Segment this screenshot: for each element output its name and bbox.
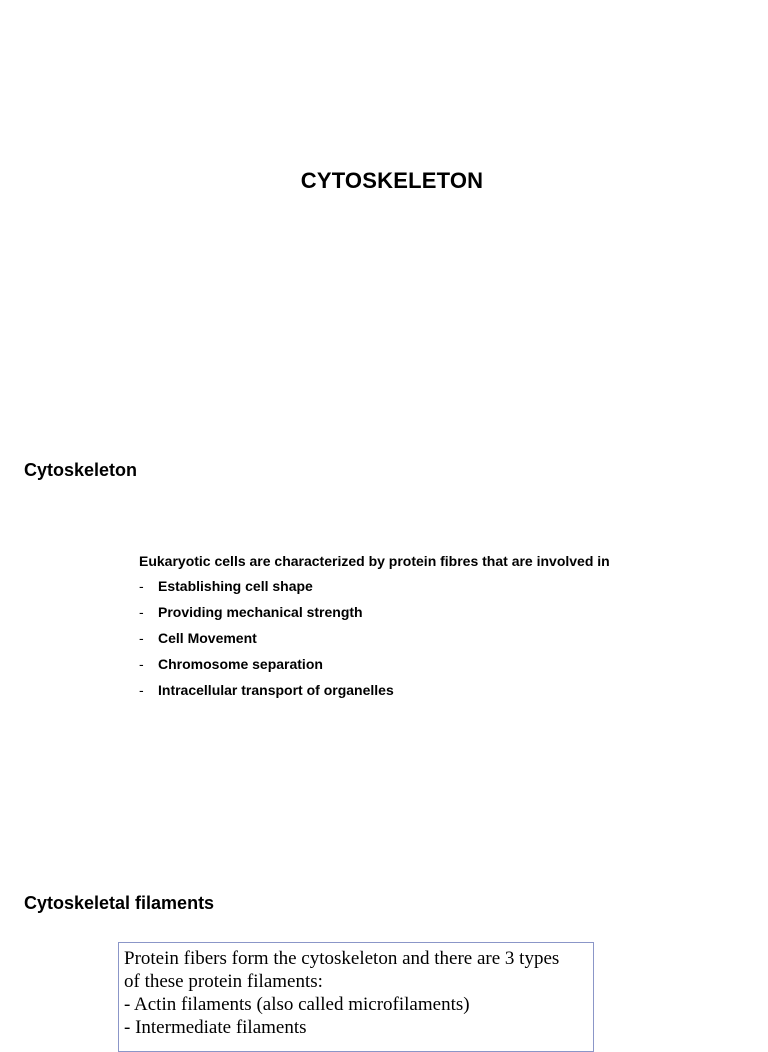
list-item — [139, 630, 394, 656]
bullet-dash: - — [139, 656, 144, 672]
page-title: CYTOSKELETON — [300, 168, 484, 193]
box-text-line: - Actin filaments (also called microfilaments) — [124, 994, 470, 1015]
list-item — [139, 578, 394, 604]
list-item — [139, 682, 394, 708]
list-item-text: Chromosome separation — [158, 656, 323, 672]
box-text-line: of these protein filaments: — [124, 971, 323, 992]
box-text-line: Protein fibers form the cytoskeleton and there are 3 types — [124, 948, 560, 969]
list-item-text: Intracellular transport of organelles — [158, 682, 394, 698]
bullet-dash: - — [139, 604, 144, 620]
intro-paragraph: Eukaryotic cells are characterized by protein fibres that are involved in — [139, 553, 610, 569]
filaments-text-box — [118, 942, 594, 1052]
list-item-text: Cell Movement — [158, 630, 257, 646]
function-list — [139, 578, 394, 708]
bullet-dash: - — [139, 630, 144, 646]
bullet-dash: - — [139, 682, 144, 698]
list-item — [139, 604, 394, 630]
list-item — [139, 656, 394, 682]
bullet-dash: - — [139, 578, 144, 594]
box-text-line: - Intermediate filaments — [124, 1017, 307, 1038]
section-heading-cytoskeleton: Cytoskeleton — [24, 460, 138, 480]
list-item-text: Providing mechanical strength — [158, 604, 363, 620]
section-heading-cytoskeletal-filaments: Cytoskeletal filaments — [24, 893, 215, 913]
list-item-text: Establishing cell shape — [158, 578, 313, 594]
